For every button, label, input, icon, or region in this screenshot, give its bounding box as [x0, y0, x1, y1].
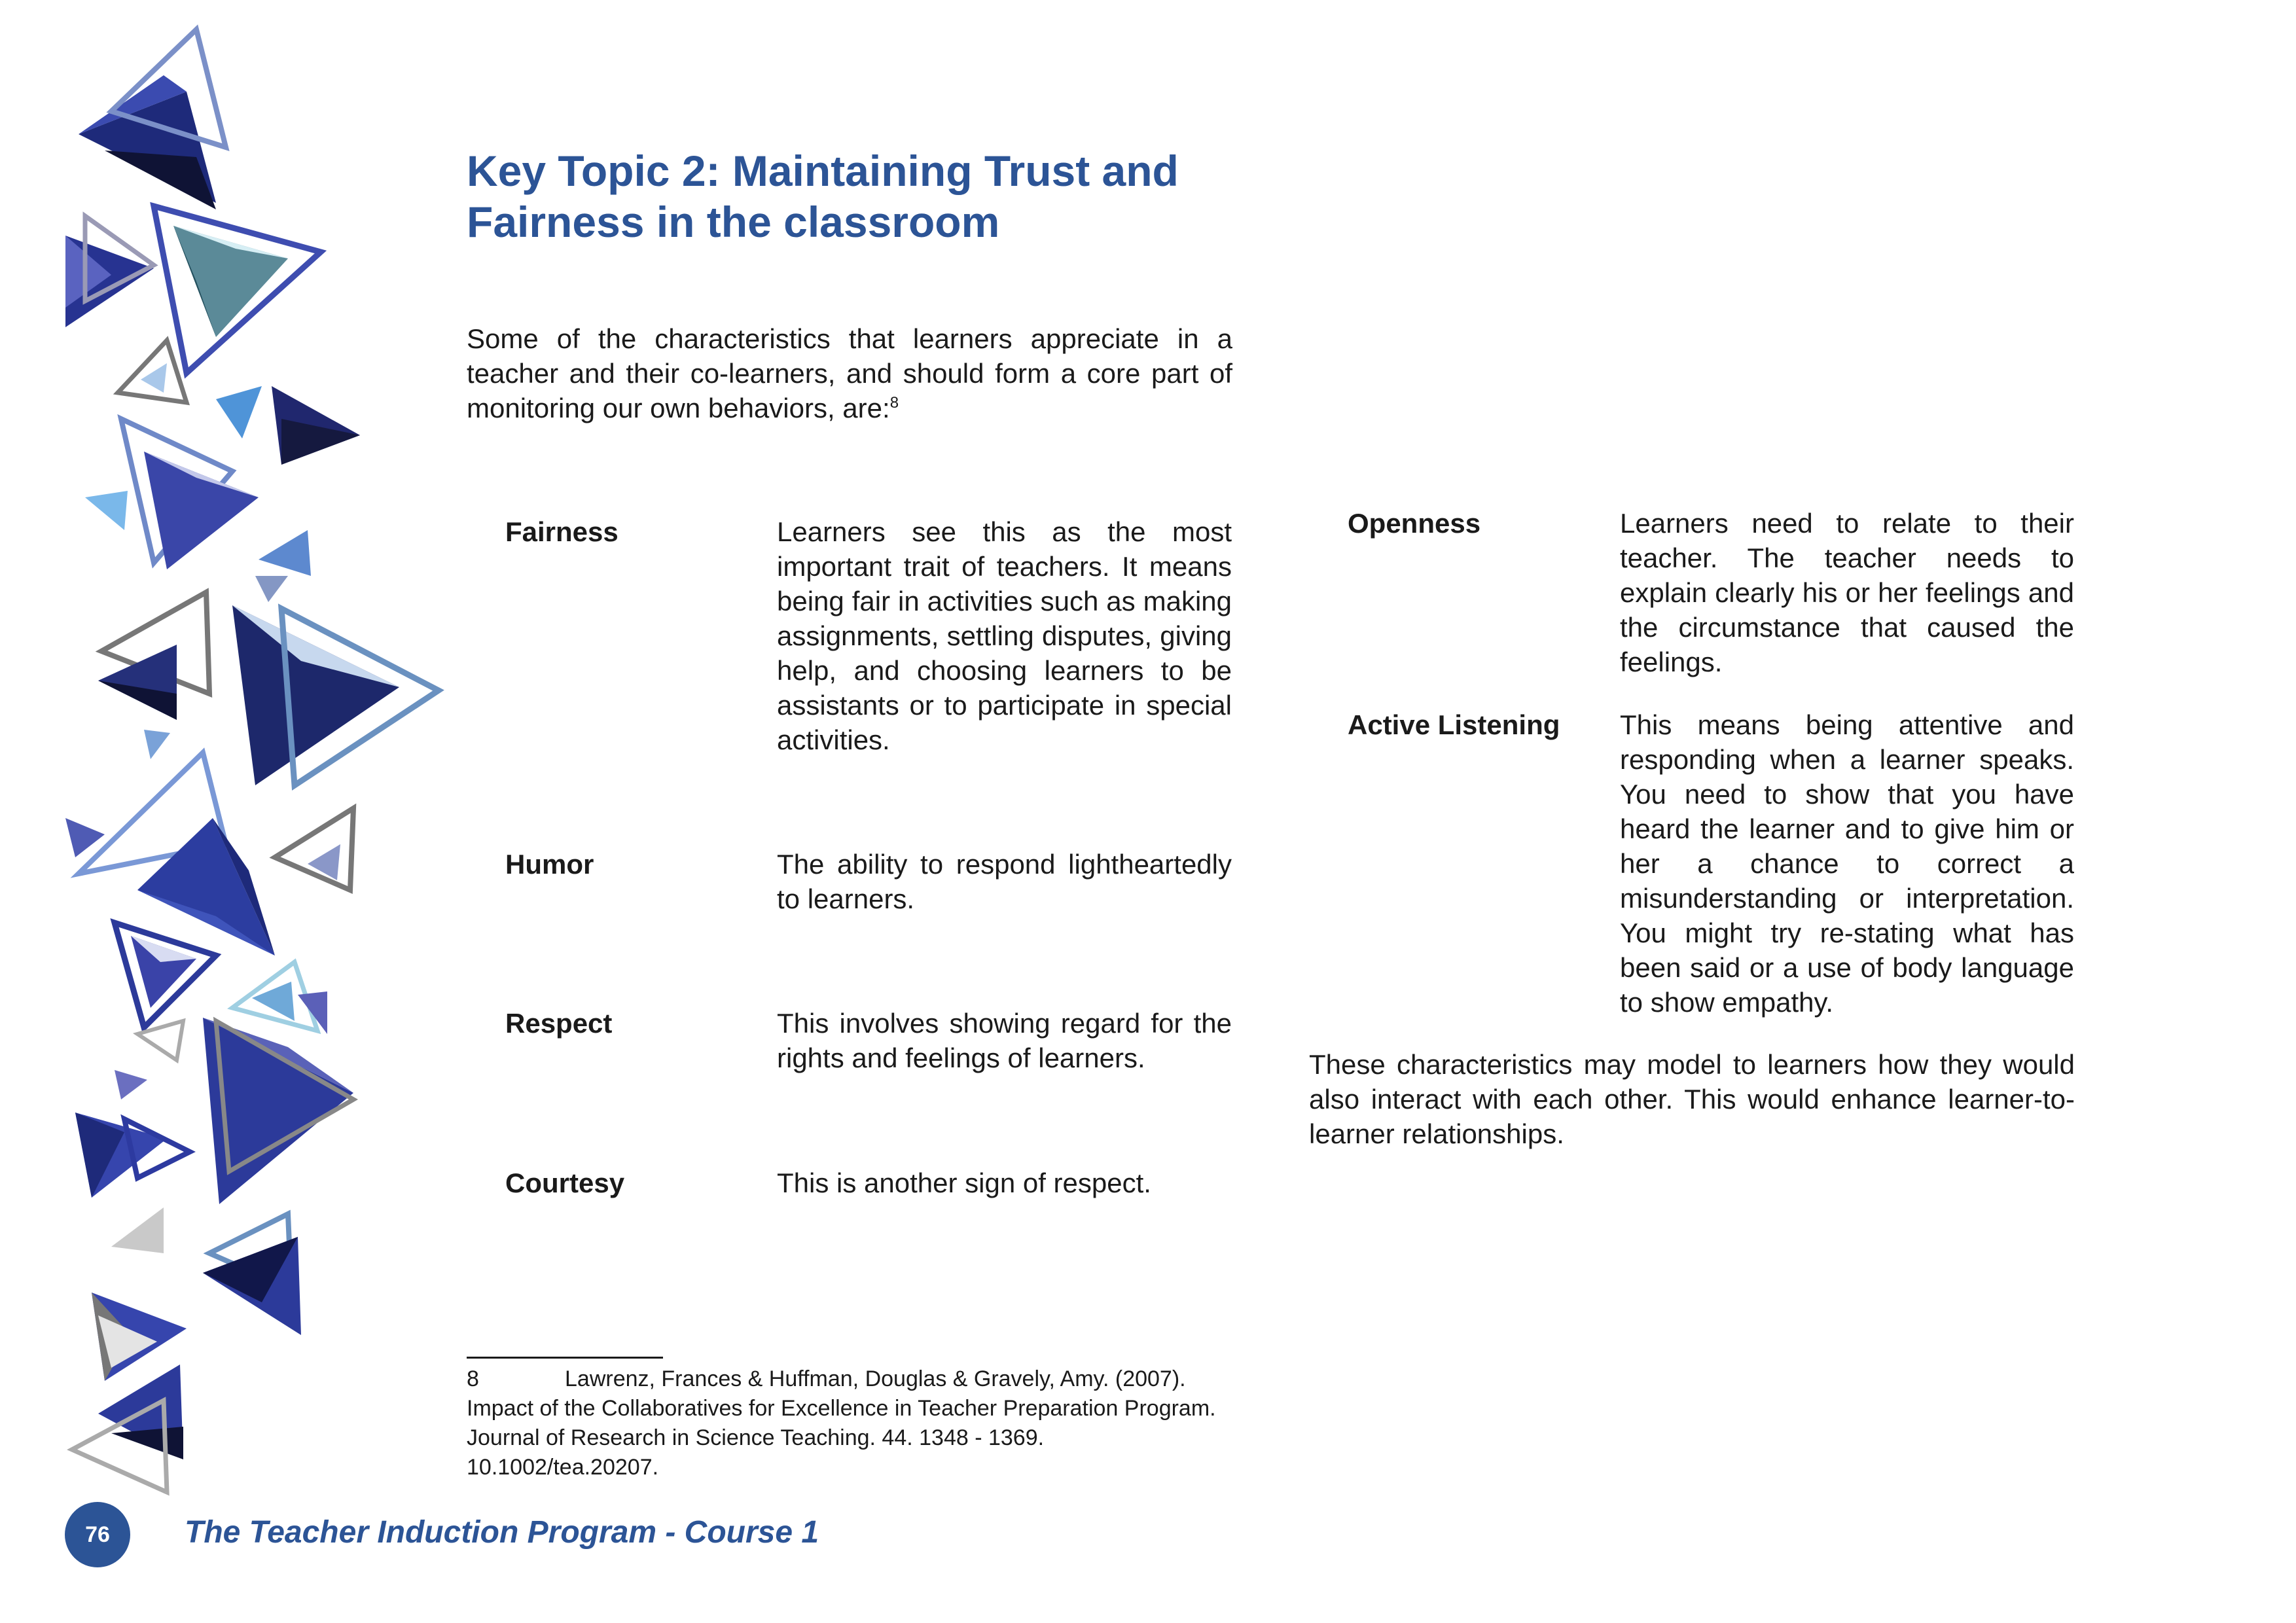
footer-title: The Teacher Induction Program - Course 1 [185, 1515, 819, 1550]
term-respect: Respect [505, 1008, 613, 1039]
definition-humor: The ability to respond lightheartedly to learners. [777, 849, 1232, 914]
title-line-1: Key Topic 2: Maintaining Trust and [467, 147, 1179, 195]
definition-respect: This involves showing regard for the rights and feelings of learners. [777, 1008, 1232, 1073]
title-line-2: Fairness in the classroom [467, 198, 1000, 246]
footnote-text: Lawrenz, Frances & Huffman, Douglas & Gravely, Amy. (2007). Impact of the Collaboratives for Excellence in Teacher Preparation Program. Journal of Research in Science Teaching. 44. 1348 - 1369. 10.1002/tea.20207. [467, 1366, 1216, 1480]
definition-courtesy: This is another sign of respect. [777, 1168, 1151, 1198]
footnote-divider [467, 1357, 663, 1359]
footnote [467, 1364, 1219, 1482]
term-fairness: Fairness [505, 516, 619, 547]
term-humor: Humor [505, 849, 594, 880]
intro-paragraph [467, 321, 1232, 425]
definition-openness: Learners need to relate to their teacher. The teacher needs to explain clearly his or her feelings and the circumstance that caused the feelings. [1620, 508, 2074, 677]
footnote-number: 8 [467, 1366, 479, 1391]
definition-fairness: Learners see this as the most important trait of teachers. It means being fair in activities such as making assignments, settling disputes, giving help, and choosing learners to be assistants or to participate in special activities. [777, 516, 1232, 755]
closing-paragraph: These characteristics may model to learners how they would also interact with each other. This would enhance learner-to-learner relationships. [1309, 1049, 2075, 1149]
term-courtesy: Courtesy [505, 1168, 625, 1198]
page-title [467, 145, 1383, 247]
term-active-listening: Active Listening [1348, 709, 1560, 740]
intro-text: Some of the characteristics that learners appreciate in a teacher and their co-learners, and should form a core part of monitoring our own behaviors, are: [467, 323, 1232, 423]
page-number: 76 [85, 1522, 110, 1547]
footnote-reference: 8 [889, 394, 899, 412]
geometric-triangles-border-icon [0, 0, 471, 1525]
definition-active-listening: This means being attentive and responding when a learner speaks. You need to show that you have heard the learner and to give him or her a chance to correct a misunderstanding or interpretation. You might try re-stating what has been said or a use of body language to show empathy. [1620, 709, 2074, 1018]
term-openness: Openness [1348, 508, 1481, 539]
page-number-badge [65, 1502, 130, 1567]
